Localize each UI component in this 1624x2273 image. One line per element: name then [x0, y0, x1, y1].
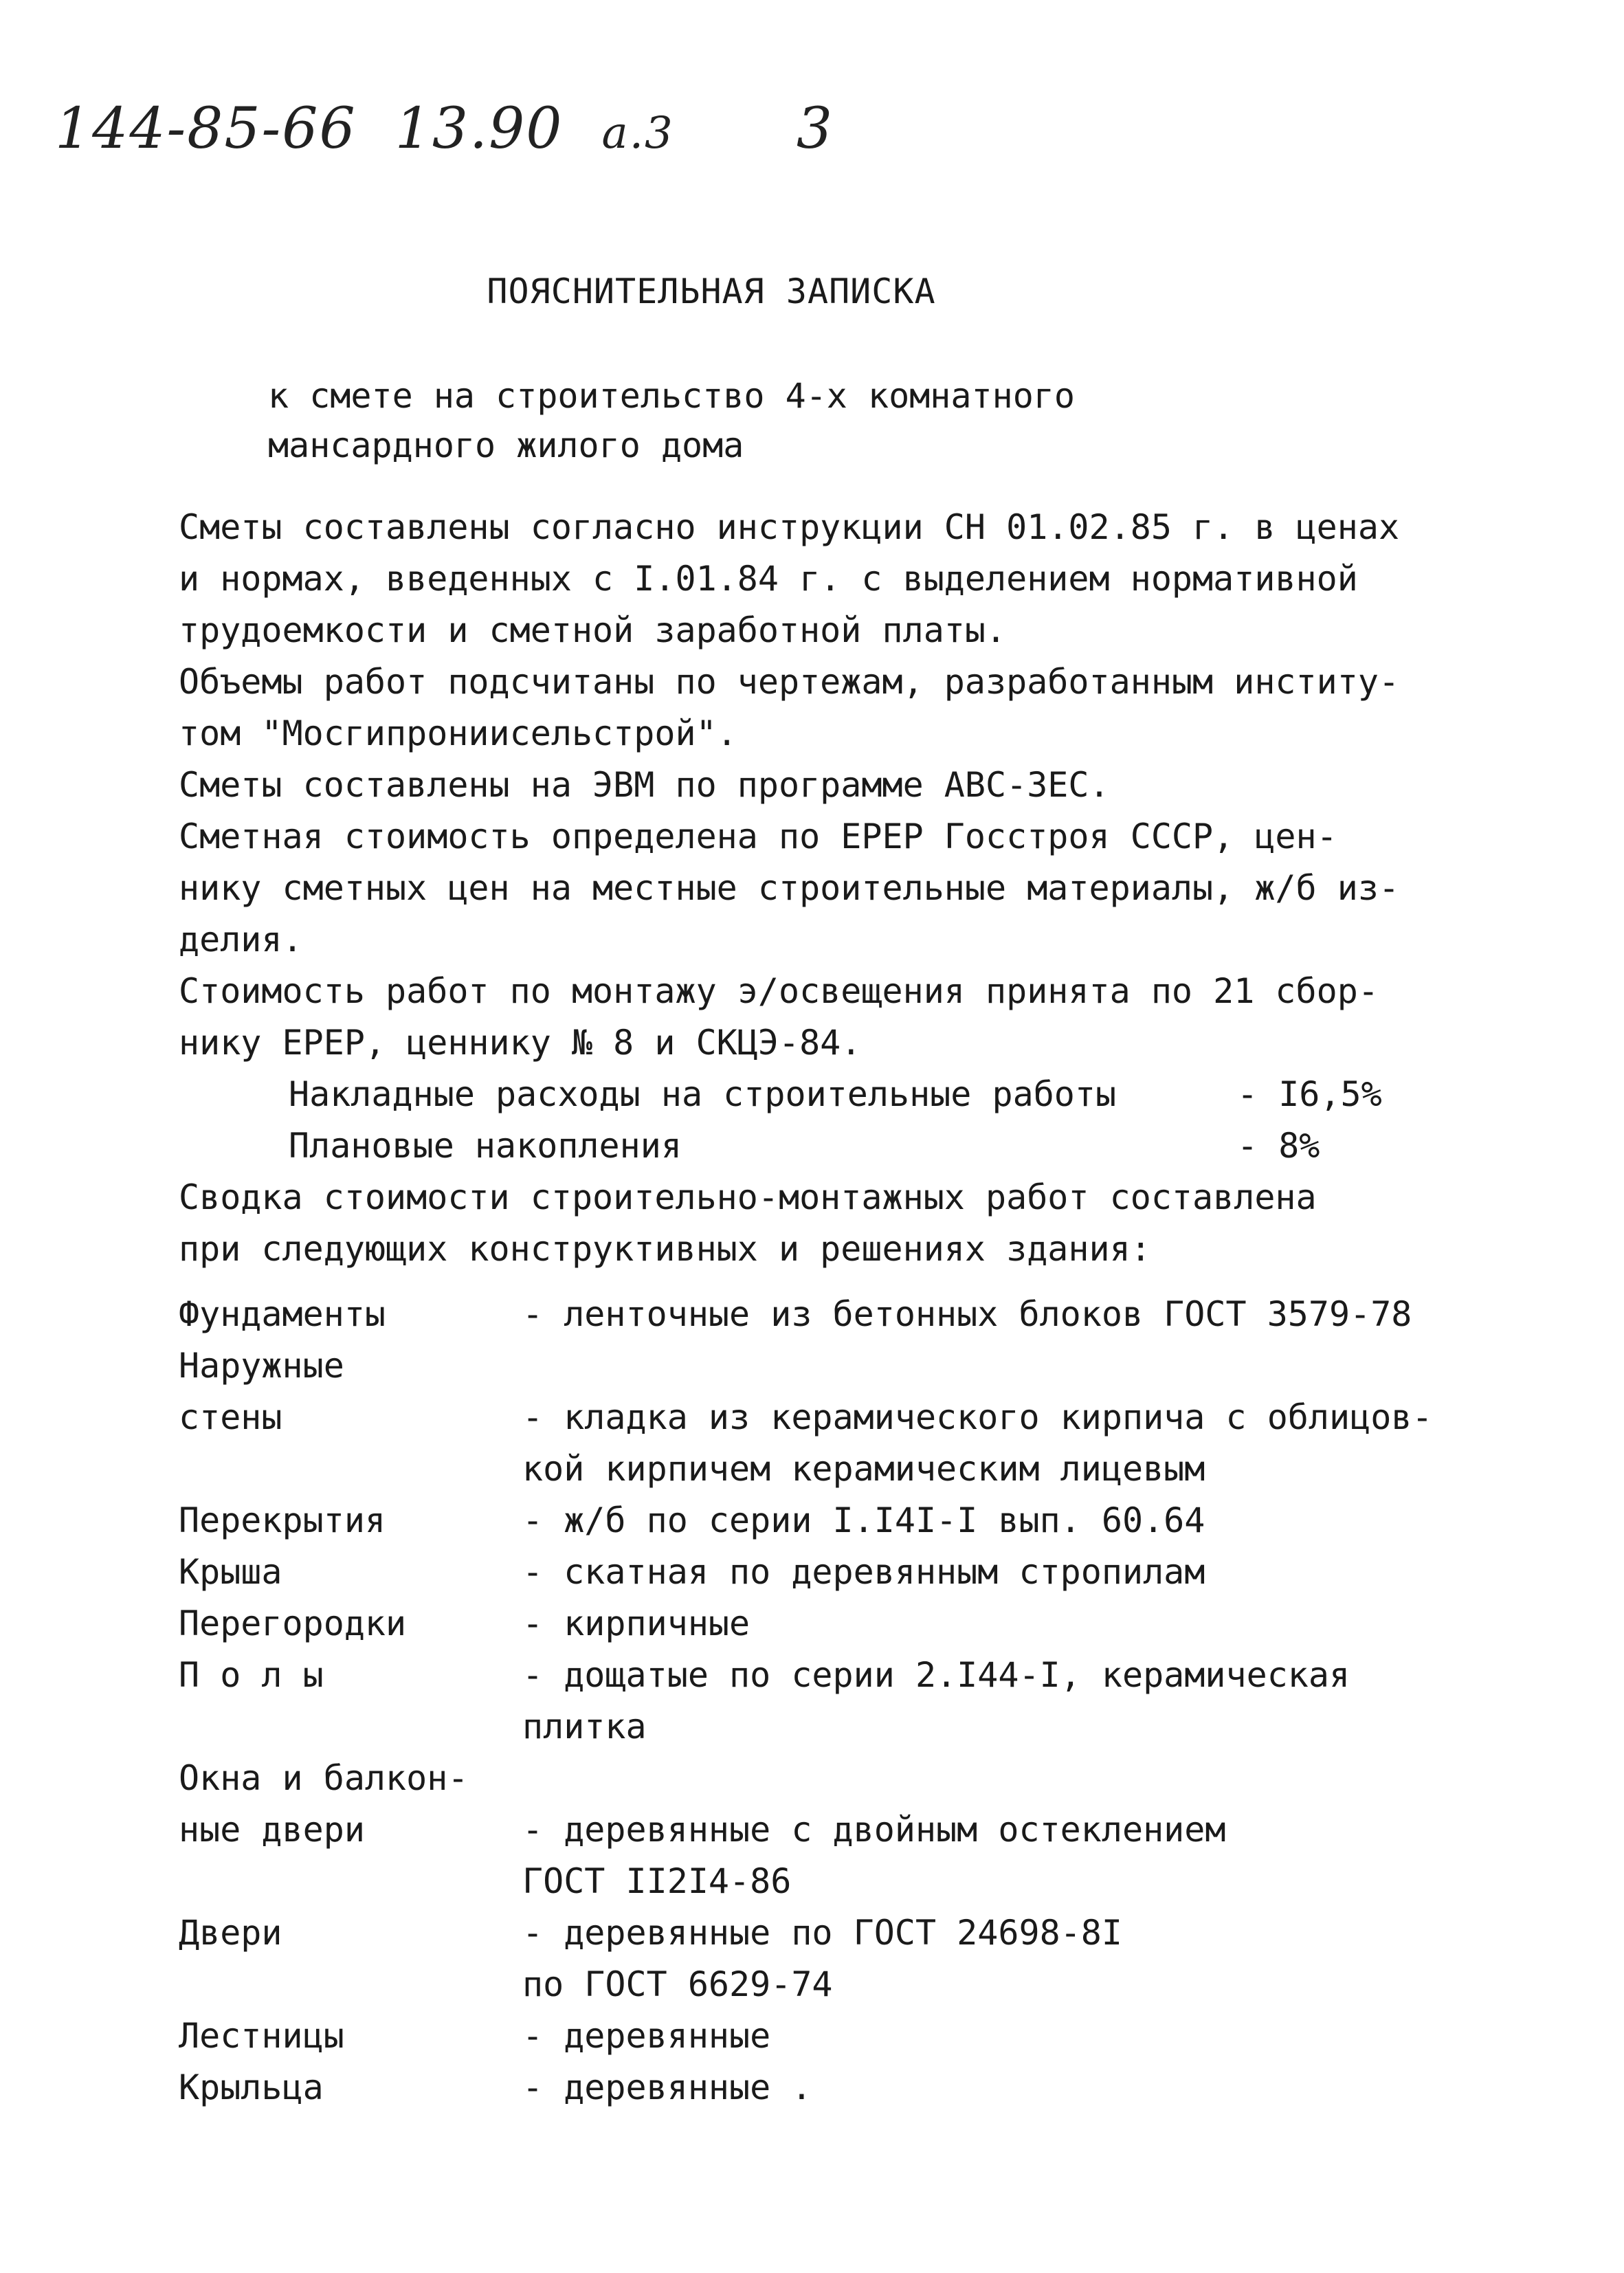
construction-row	[179, 1340, 1553, 1495]
construction-list	[179, 1289, 1553, 2114]
page-number: 3	[796, 96, 834, 162]
construction-desc: - ж/б по серии I.I4I-I вып. 60.64	[522, 1500, 1205, 1540]
construction-desc: - деревянные .	[522, 2067, 812, 2107]
construction-part: Лестницы	[179, 2016, 344, 2056]
overhead-row	[179, 1069, 1553, 1120]
document-body	[179, 502, 1553, 1275]
construction-row	[179, 1650, 1553, 1753]
paragraph: Сметная стоимость определена по ЕРЕР Госстроя СССР, цен- нику сметных цен на местные строительные материалы, ж/б из- делия.	[179, 817, 1400, 960]
construction-row	[179, 2062, 1553, 2114]
overhead-label: Плановые накопления	[289, 1126, 682, 1166]
paragraph: Сметы составлены на ЭВМ по программе АВС-3ЕС.	[179, 765, 1110, 805]
construction-row	[179, 1907, 1553, 2010]
construction-desc: - ленточные из бетонных блоков ГОСТ 3579-78	[522, 1294, 1412, 1334]
construction-row	[179, 1753, 1553, 1907]
construction-desc: - скатная по деревянным стропилам	[522, 1552, 1205, 1592]
construction-part: Перегородки	[179, 1604, 407, 1643]
overhead-row	[179, 1120, 1553, 1172]
construction-part: Фундаменты	[179, 1294, 386, 1334]
handwritten-annotation	[55, 96, 853, 162]
construction-part: Крыльца	[179, 2067, 324, 2107]
construction-desc: - деревянные по ГОСТ 24698-8I по ГОСТ 6629-74	[522, 1913, 1122, 2004]
construction-part: Окна и балкон- ные двери	[179, 1758, 469, 1850]
construction-part: Двери	[179, 1913, 282, 1953]
paragraph: Стоимость работ по монтажу э/освещения принята по 21 сбор- нику ЕРЕР, ценнику № 8 и СКЦЭ-84.	[179, 971, 1379, 1063]
handwritten-code: 144-85-66	[55, 96, 357, 162]
summary-intro: Сводка стоимости строительно-монтажных работ составлена при следующих конструктивных и решениях здания:	[179, 1177, 1317, 1269]
handwritten-note: а.3	[601, 108, 674, 159]
paragraph: Сметы составлены согласно инструкции СН 01.02.85 г. в ценах и нормах, введенных с I.01.84 г. с выделением нормативной трудоемкости и сметной заработной платы.	[179, 507, 1400, 650]
construction-row	[179, 1495, 1553, 1546]
construction-desc: - деревянные с двойным остеклением ГОСТ II2I4-86	[522, 1810, 1226, 1901]
construction-part: Наружные стены	[179, 1346, 344, 1437]
construction-desc: - дощатые по серии 2.I44-I, керамическая плитка	[522, 1655, 1350, 1747]
construction-row	[179, 2010, 1553, 2062]
construction-desc: - кладка из керамического кирпича с облицов- кой кирпичем керамическим лицевым	[522, 1397, 1433, 1489]
construction-part: Перекрытия	[179, 1500, 386, 1540]
overhead-value: - 8%	[1237, 1126, 1320, 1166]
paragraph: Объемы работ подсчитаны по чертежам, разработанным институ- том "Мосгипрониисельстрой".	[179, 662, 1400, 753]
construction-part: Крыша	[179, 1552, 282, 1592]
construction-row	[179, 1546, 1553, 1598]
handwritten-date: 13.90	[394, 96, 564, 162]
construction-desc: - деревянные	[522, 2016, 771, 2056]
document-title: ПОЯСНИТЕЛЬНАЯ ЗАПИСКА	[487, 271, 936, 311]
construction-row	[179, 1289, 1553, 1340]
construction-desc: - кирпичные	[522, 1604, 750, 1643]
construction-part: П о л ы	[179, 1655, 324, 1695]
overhead-label: Накладные расходы на строительные работы	[289, 1074, 1117, 1114]
document-subtitle: к смете на строительство 4-х комнатного мансардного жилого дома	[268, 376, 1075, 465]
overhead-value: - I6,5%	[1237, 1074, 1382, 1114]
construction-row	[179, 1598, 1553, 1650]
